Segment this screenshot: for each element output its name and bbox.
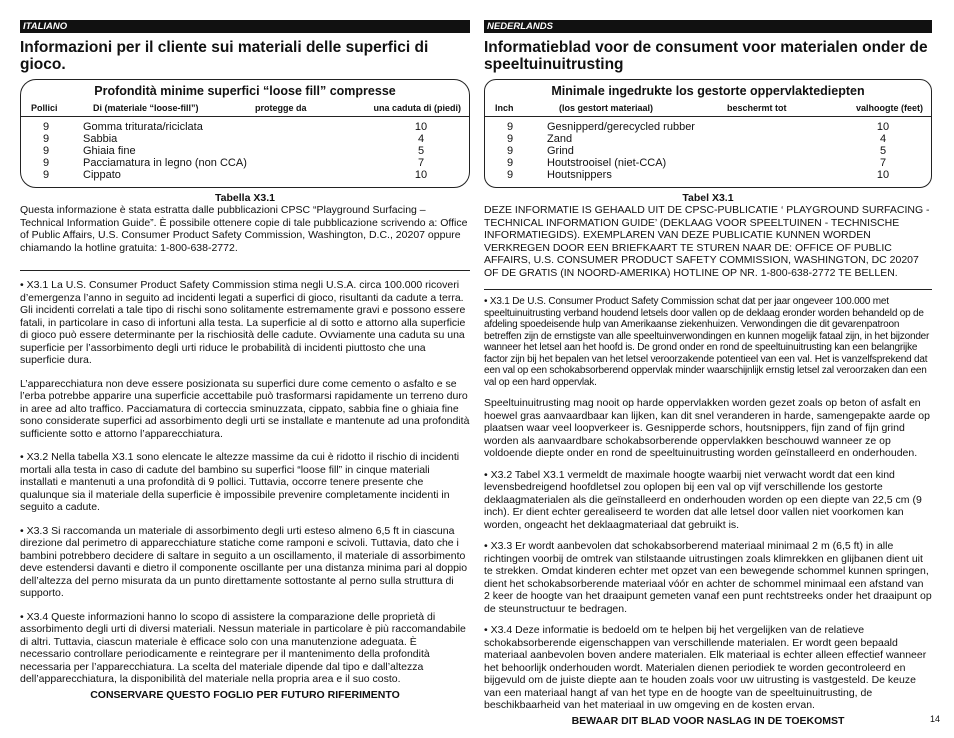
table-row: [493, 169, 923, 181]
cell-inches: 9: [506, 169, 514, 181]
cell-material: Houtstrooisel (niet-CCA): [547, 157, 667, 169]
source-note: DEZE INFORMATIE IS GEHAALD UIT DE CPSC-PUBLICATIE ‘ PLAYGROUND SURFACING - TECHNICAL INFORMATION GUIDE’ (DEKLAAG VOOR SPEELTUINEN - TECHNISCHE INFORMATIEGIDS). EXEMPLAREN VAN DEZE PUBLICATIE KUNNEN WORDEN VERKREGEN DOOR EEN BRIEFKAART TE STUREN NAAR DE: OFFICE OF PUBLIC AFFAIRS, U.S. CONSUMER PRODUCT SAFETY COMMISSION, WASHINGTON, DC 20207 OF DE GRATIS (IN NOORD-AMERIKA) HOTLINE OP NR. 1-800-638-2772 TE BELLEN.: [484, 204, 930, 279]
language-tag: ITALIANO: [20, 20, 470, 33]
table-caption: Tabel X3.1: [682, 192, 734, 204]
cell-height: 5: [417, 145, 425, 157]
cell-inches: 9: [42, 169, 50, 181]
section-title: Informatieblad voor de consument voor materialen onder de speeltuinuitrusting: [484, 39, 928, 73]
cell-material: Houtsnippers: [547, 169, 612, 181]
table-row: [29, 169, 461, 181]
header-inches: Inch: [495, 103, 514, 113]
table-title: Minimale ingedrukte los gestorte oppervlaktediepten: [551, 84, 865, 98]
paragraph-x3-1: • X3.1 De U.S. Consumer Product Safety Commission schat dat per jaar ongeveer 100.000 met speeltuinuitrusting verband houdend letsels door vallen op de deklaag eronder worden behandeld op de afdeling spoedeisende hulp van Amerikaanse ziekenhuizen. Verwondingen die dit gevarenpatroon betreffen zijn de ernstigste van alle speeltuinverwondingen en kunnen mogelijk fataal zijn, in het bijzonder wanneer het letsel aan het hoofd is. De grond onder en rond de speeltuinuitrusting kan een belangrijke factor zijn bij het bepalen van het letsel veroorzakende potentieel van een val. Het is vanzelfsprekend dat een val op een schokabsorberend oppervlak minder waarschijnlijk ernstig letsel zal veroorzaken dan een val op een hard oppervlak.: [484, 296, 930, 388]
paragraph-x3-4: • X3.4 Queste informazioni hanno lo scopo di assistere la comparazione delle proprietà di assorbimento degli urti di diversi materiali. Nessun materiale in particolare è più raccomandabile di altri. Tuttavia, ciascun materiale è efficace solo con una manutenzione adeguata. È necessario controllare periodicamente e reintegrare per il mantenimento della profondità necessaria per l’apparecchiatura. La scelta del materiale dipende dal tipo e dall’altezza dell’apparecchiatura, la disponibilità del materiale nella propria area e il suo costo.: [20, 610, 466, 685]
table-row: [29, 121, 461, 133]
cell-height: 5: [879, 145, 887, 157]
cell-material: Zand: [547, 133, 573, 145]
header-inches: Pollici: [31, 103, 58, 113]
cell-inches: 9: [506, 145, 514, 157]
table-header: [21, 103, 469, 117]
cell-material: Pacciamatura in legno (non CCA): [83, 157, 247, 169]
italian-column: [20, 20, 470, 701]
cell-inches: 9: [42, 157, 50, 169]
header-material: (los gestort materiaal): [559, 103, 654, 113]
page-number: 14: [929, 714, 940, 724]
header-fall-height: una caduta di (piedi): [373, 103, 461, 113]
paragraph-x3-2: • X3.2 Tabel X3.1 vermeldt de maximale hoogte waarbij niet verwacht wordt dat een kind levensbedreigend hoofdletsel zou oplopen bij een val op vijf verschillende los gestorte deklaagmaterialen als die geïnstalleerd en onderhouden worden op een diepte van 22,5 cm (9 inch). Er dient echter gerealiseerd te worden dat alle letsel door vallen niet voorkomen kan worden, ongeacht het deklaagmateriaal dat gebruikt is.: [484, 468, 922, 531]
paragraph-surfaces: L’apparecchiatura non deve essere posizionata su superfici dure come cemento o asfalto e se l’erba potrebbe apparire una superficie accettabile può trasformarsi rapidamente un terreno duro in aree ad alto traffico. Pacciamatura di corteccia sminuzzata, cippato, sabbia fine o ghiaia fine sono considerate superfici ad assorbimento degli urti se installate e mantenute ad una profondità sufficiente sotto e attorno l’apparecchiatura.: [20, 377, 470, 440]
surfacing-table: [484, 79, 932, 188]
keep-notice: CONSERVARE QUESTO FOGLIO PER FUTURO RIFERIMENTO: [90, 688, 400, 701]
header-protects: protegge da: [255, 103, 307, 113]
divider: [20, 270, 470, 271]
cell-height: 10: [414, 121, 428, 133]
paragraph-x3-3: • X3.3 Er wordt aanbevolen dat schokabsorberend materiaal minimaal 2 m (6,5 ft) in alle richtingen voorbij de omtrek van stilstaande uitrustingen zoals klimrekken en glijbanen dient uit te strekken. Omdat kinderen echter met opzet van een bewegende schommel kunnen springen, dient het schokabsorberende materiaal vóór en achter de schommel minimaal een afstand van 2 keer de hoogte van het draaipunt gemeten vanaf een punt rechtstreeks onder het draaipunt op de steunstructuur te bedragen.: [484, 540, 932, 615]
cell-height: 7: [417, 157, 425, 169]
cell-material: Grind: [547, 145, 574, 157]
cell-inches: 9: [506, 157, 514, 169]
paragraph-x3-4: • X3.4 Deze informatie is bedoeld om te helpen bij het vergelijken van de relatieve schokabsorberende eigenschappen van verschillende materialen. Er wordt geen bepaald materiaal aanbevolen boven andere materialen. Elk materiaal is echter alleen effectief wanneer het behoorlijk onderhouden wordt. Materialen dienen periodiek te worden gecontroleerd en bijgevuld om de juiste diepte aan te houden zoals voor uw uitrusting is vastgesteld. De keuze van een materiaal hangt af van het type en de hoogte van de speeltuinuitrusting, de beschikbaarheid van het materiaal in uw omgeving en de kosten ervan.: [484, 624, 927, 711]
cell-material: Gomma triturata/riciclata: [83, 121, 203, 133]
table-row: [493, 157, 923, 169]
cell-material: Gesnipperd/gerecycled rubber: [547, 121, 695, 133]
table-row: [493, 145, 923, 157]
cell-height: 4: [879, 133, 887, 145]
cell-height: 10: [876, 169, 890, 181]
cell-height: 7: [879, 157, 887, 169]
paragraph-x3-3: • X3.3 Si raccomanda un materiale di assorbimento degli urti esteso almeno 6,5 ft in ciascuna direzione dal perimetro di apparecchiature statiche come ramponi e scivoli. Tuttavia, dato che i bambini potrebbero decidere di saltare in seguito a un oscillamento, il materiale di assorbimento deve estendersi davanti e dietro il componente oscillante per una distanza minima pari al doppio dell’altezza del perno misurata da un punto direttamente sottostante al perno sulla struttura di supporto.: [20, 524, 468, 599]
keep-notice: BEWAAR DIT BLAD VOOR NASLAG IN DE TOEKOMST: [571, 714, 845, 727]
cell-inches: 9: [42, 145, 50, 157]
dutch-column: [484, 20, 932, 727]
table-row: [29, 133, 461, 145]
source-note: Questa informazione è stata estratta dalle pubblicazioni CPSC “Playground Surfacing – Technical Information Guide”. È possibile ottenere copie di tale pubblicazione scrivendo a: Office of Public Affairs, U.S. Consumer Product Safety Commission, Washington, D.C., 20207 oppure chiamando la hotline gratuita: 1-800-638-2772.: [20, 204, 468, 254]
surfacing-table: [20, 79, 470, 188]
table-caption: Tabella X3.1: [215, 192, 275, 204]
language-tag: NEDERLANDS: [484, 20, 932, 33]
cell-height: 10: [414, 169, 428, 181]
table-row: [29, 157, 461, 169]
cell-material: Sabbia: [83, 133, 118, 145]
paragraph-x3-2: • X3.2 Nella tabella X3.1 sono elencate le altezze massime da cui è ridotto il rischio di incidenti mortali alla testa in caso di cadute del bambino su superfici “loose fill” in cinque materiali installati e mantenuti a una profondità di 9 pollici. Tuttavia, occorre tenere presente che qualunque sia il materiale della superficie è impossibile prevenire completamente incidenti in seguito a cadute.: [20, 451, 460, 513]
table-row: [29, 145, 461, 157]
header-fall-height: valhoogte (feet): [855, 103, 923, 113]
paragraph-x3-1: • X3.1 La U.S. Consumer Product Safety Commission stima negli U.S.A. circa 100.000 ricoveri d’emergenza l’anno in seguito ad incidenti legati a superfici di gioco, risultanti da cadute a terra. Gli incidenti correlati a tale tipo di rischi sono solitamente estremamente gravi e possono essere fatali, in particolare in caso di infortuni alla testa. La superficie al di sotto e attorno alla superficie di gioco può essere determinante per la rischiosità delle cadute. Ovviamente una caduta su una superficie per l’assorbimento degli urti riduce le probabilità di incidenti piuttosto che una superficie dura.: [20, 279, 466, 366]
table-row: [493, 121, 923, 133]
section-title: Informazioni per il cliente sui materiali delle superfici di gioco.: [20, 39, 429, 73]
cell-inches: 9: [42, 121, 50, 133]
cell-inches: 9: [506, 121, 514, 133]
cell-inches: 9: [506, 133, 514, 145]
cell-inches: 9: [42, 133, 50, 145]
table-row: [493, 133, 923, 145]
divider: [484, 289, 932, 290]
table-header: [485, 103, 931, 117]
header-protects: beschermt tot: [727, 103, 787, 113]
header-material: Di (materiale “loose-fill”): [93, 103, 199, 113]
cell-material: Ghiaia fine: [83, 145, 136, 157]
cell-material: Cippato: [83, 169, 121, 181]
paragraph-surfaces: Speeltuinuitrusting mag nooit op harde oppervlakken worden gezet zoals op beton of asfalt en hoewel gras aanvaardbaar kan lijken, kan dit snel veranderen in harde, samengepakte aarde op plaatsen waar veel loopverkeer is. Gesnipperde schors, houtsnippers, fijn zand of fijn grind worden als aanvaardbare schokabsorberende oppervlakken beschouwd wanneer ze op voldoende diepte onder en rond de speeltuinuitrusting worden geïnstalleerd en onderhouden.: [484, 397, 930, 459]
cell-height: 10: [876, 121, 890, 133]
cell-height: 4: [417, 133, 425, 145]
table-title: Profondità minime superfici “loose fill” compresse: [94, 84, 396, 98]
